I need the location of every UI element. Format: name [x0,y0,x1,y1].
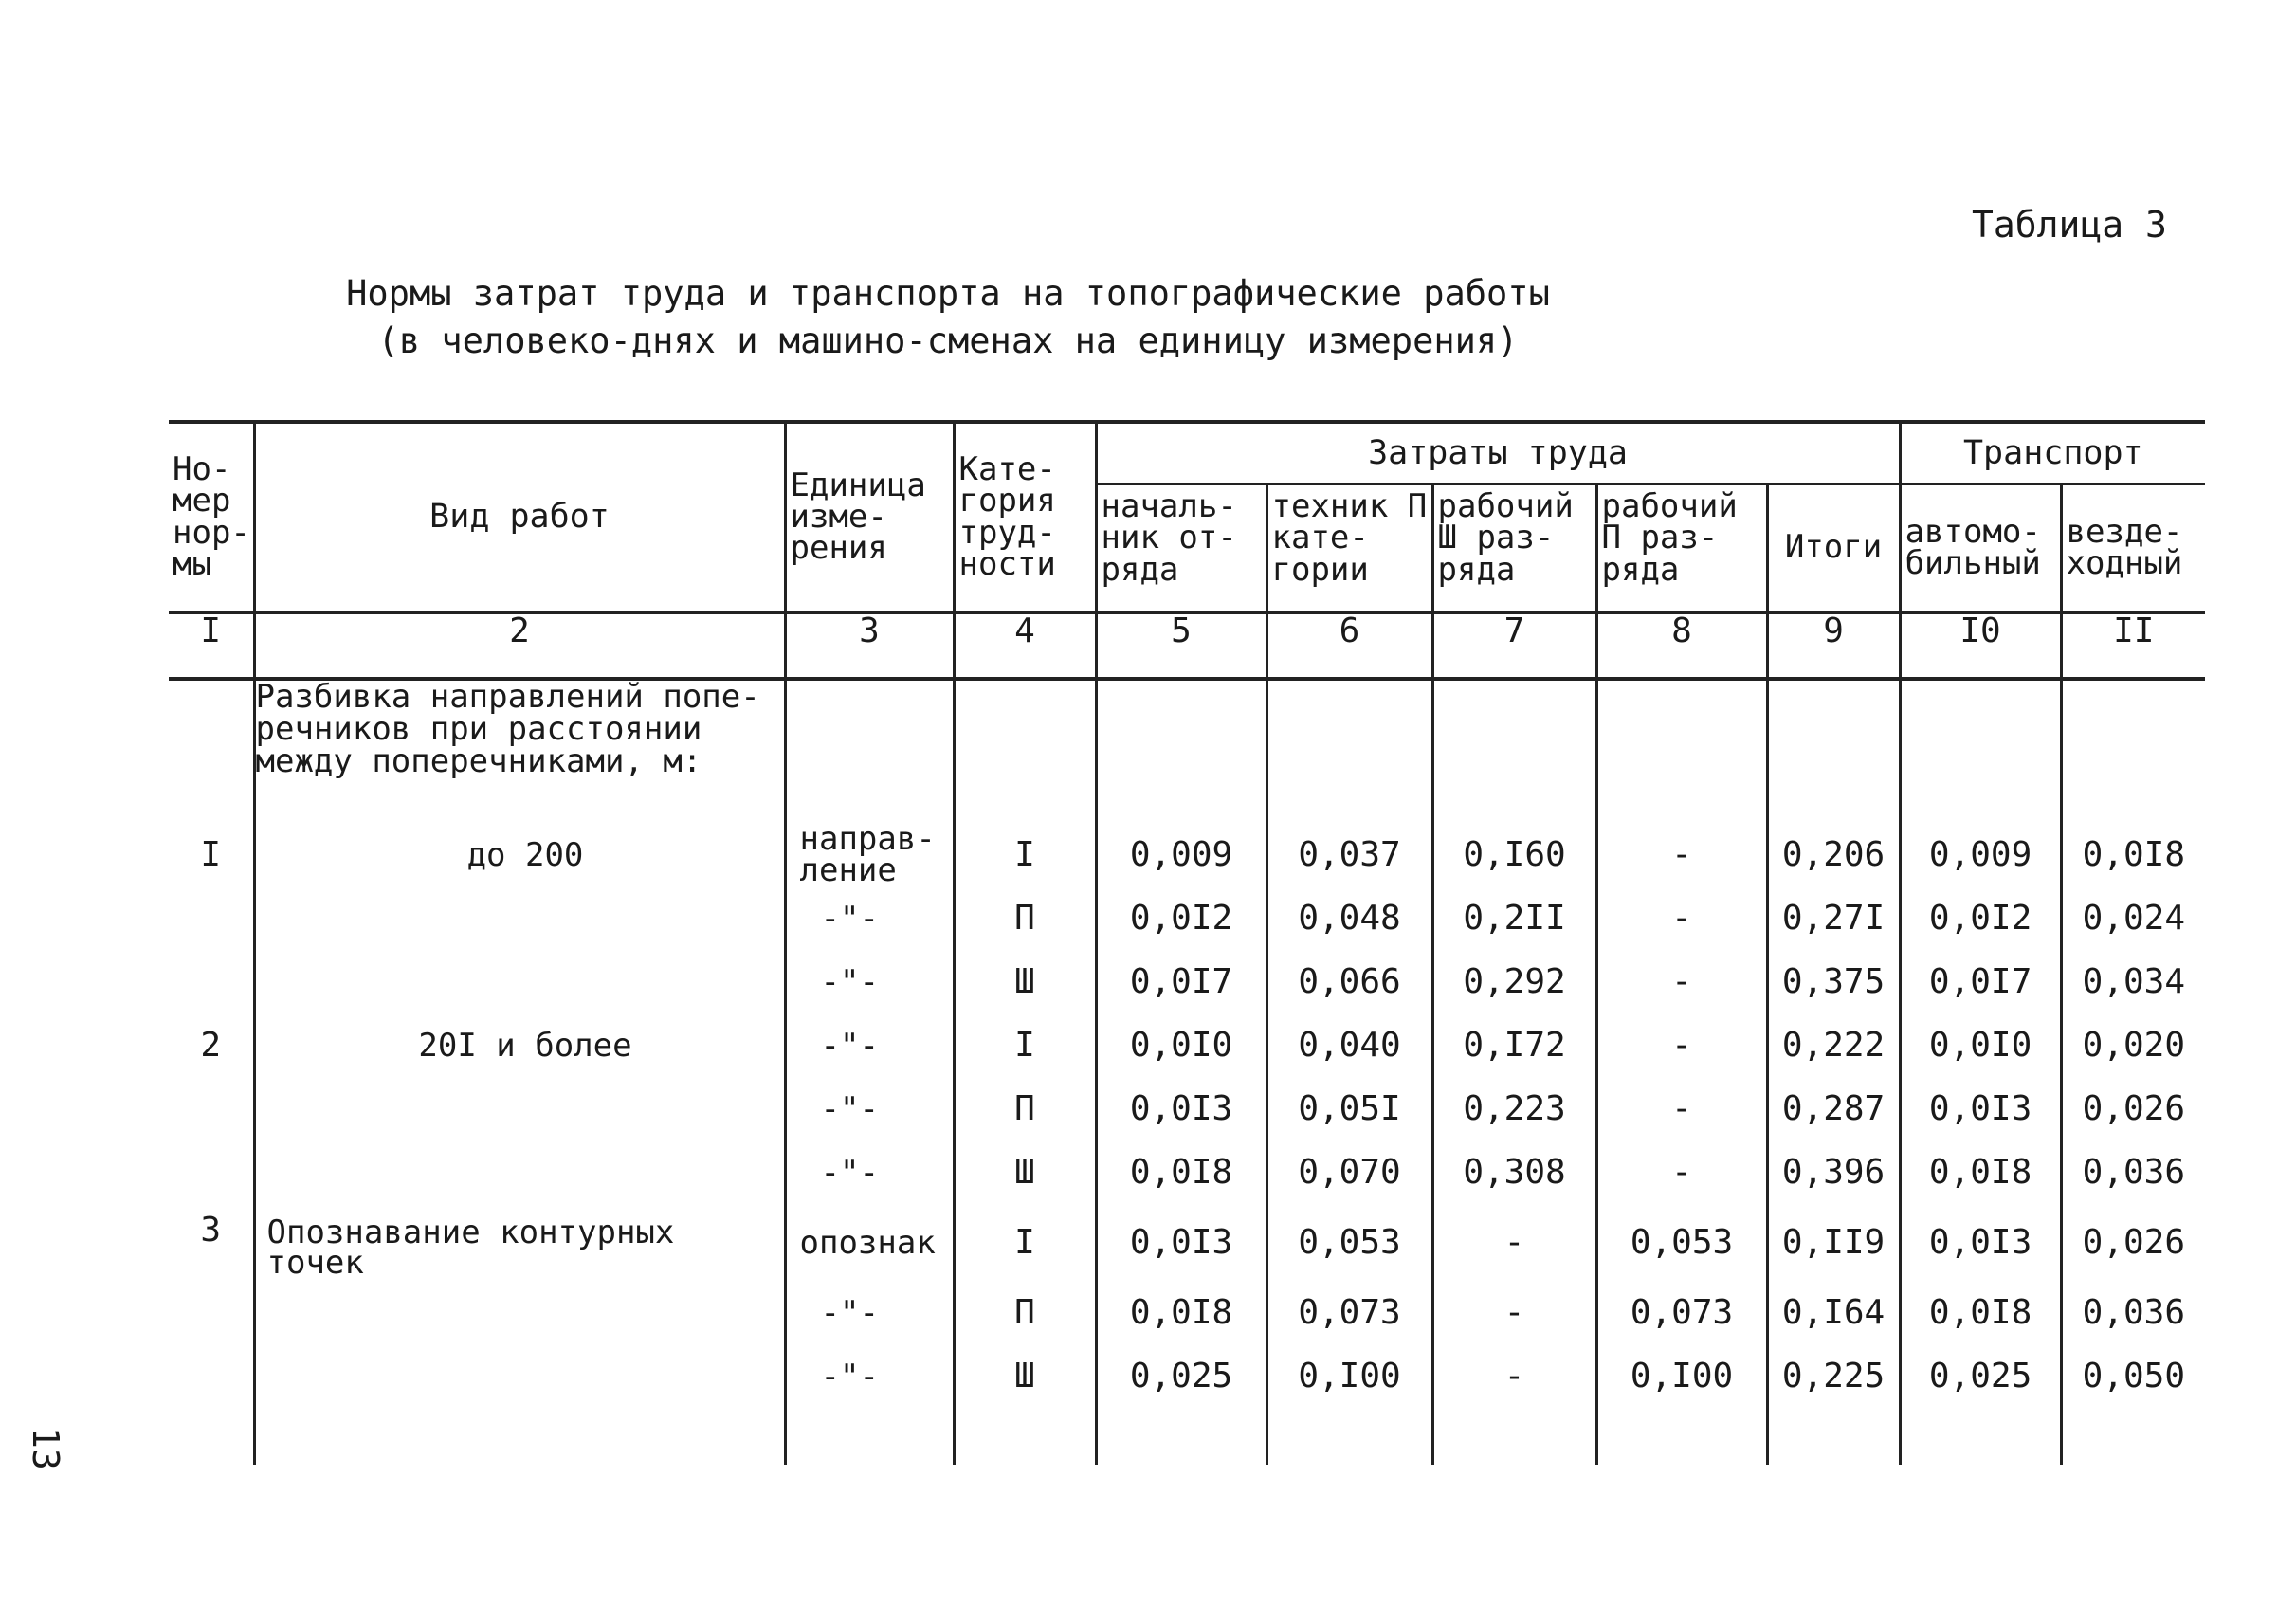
category-cell: Ш [954,950,1096,1013]
category-cell: П [954,1281,1096,1344]
value-cell: 0,0I3 [1900,1077,2061,1140]
norm-number: I [200,834,222,874]
value-cell: - [1432,1281,1596,1344]
total-cell: 0,375 [1767,950,1900,1013]
value-cell: - [1432,1344,1596,1408]
work-type: Опознавание контурных точек [254,1204,785,1281]
value-cell: 0,0I2 [1096,886,1266,950]
value-cell: 0,0I0 [1096,1013,1266,1077]
value-cell: 0,070 [1266,1140,1432,1204]
column-numbers-row [169,612,2205,679]
value-cell: 0,I60 [1432,823,1596,886]
value-cell: 0,036 [2061,1281,2205,1344]
norm-number [169,1140,254,1204]
work-type [254,1077,785,1140]
table-row [169,950,2205,1013]
value-cell: 0,0I8 [1096,1281,1266,1344]
column-number: 2 [254,612,785,679]
total-cell: 0,287 [1767,1077,1900,1140]
value-cell: 0,026 [2061,1077,2205,1140]
section-header-row [169,679,2205,823]
value-cell: 0,0I8 [1900,1281,2061,1344]
column-number: 7 [1432,612,1596,679]
header-transport: Транспорт [1900,422,2205,484]
category-cell: Ш [954,1344,1096,1408]
value-cell: 0,0I7 [1096,950,1266,1013]
header-technician: техник П кате- гории [1266,484,1432,613]
value-cell: 0,I00 [1596,1344,1767,1408]
norm-number [169,1281,254,1344]
table-row [169,1013,2205,1077]
work-type [254,950,785,1013]
header-category: Кате- гория труд- ности [954,422,1096,612]
header-worker-grade3: рабочий Ш раз- ряда [1432,484,1596,613]
header-unit: Единица изме- рения [785,422,954,612]
unit-cell: опознак [785,1204,954,1281]
table-row [169,1140,2205,1204]
value-cell: 0,I00 [1266,1344,1432,1408]
header-head-of-unit: началь- ник от- ряда [1096,484,1266,613]
norm-number: 2 [200,1025,222,1065]
value-cell: 0,025 [1900,1344,2061,1408]
unit-cell: направ- ление [785,823,954,886]
total-cell: 0,222 [1767,1013,1900,1077]
value-cell: 0,053 [1266,1204,1432,1281]
column-number: 5 [1096,612,1266,679]
value-cell: 0,036 [2061,1140,2205,1204]
table-body [169,679,2205,1465]
category-cell: I [954,1204,1096,1281]
value-cell: - [1596,823,1767,886]
value-cell: - [1596,950,1767,1013]
category-cell: П [954,1077,1096,1140]
value-cell: 0,024 [2061,886,2205,950]
total-cell: 0,27I [1767,886,1900,950]
value-cell: 0,020 [2061,1013,2205,1077]
value-cell: 0,073 [1266,1281,1432,1344]
header-labor-costs: Затраты труда [1096,422,1900,484]
header-norm-number: Но- мер нор- мы [173,449,250,583]
value-cell: 0,025 [1096,1344,1266,1408]
category-cell: П [954,886,1096,950]
value-cell: 0,026 [2061,1204,2205,1281]
value-cell: 0,040 [1266,1013,1432,1077]
total-cell: 0,I64 [1767,1281,1900,1344]
value-cell: 0,0I3 [1900,1204,2061,1281]
header-worker-grade2: рабочий П раз- ряда [1596,484,1767,613]
value-cell: 0,034 [2061,950,2205,1013]
column-number: 9 [1767,612,1900,679]
unit-cell: -"- [785,1344,954,1408]
unit-cell: -"- [785,1013,954,1077]
unit-cell: -"- [785,886,954,950]
table-row [169,823,2205,886]
value-cell: 0,0I0 [1900,1013,2061,1077]
table-caption: Таблица 3 [1972,204,2167,246]
unit-cell: -"- [785,1281,954,1344]
table-row [169,886,2205,950]
norm-number [169,950,254,1013]
norm-number [169,886,254,950]
value-cell: 0,2II [1432,886,1596,950]
value-cell: 0,0I7 [1900,950,2061,1013]
total-cell: 0,396 [1767,1140,1900,1204]
total-cell: 0,206 [1767,823,1900,886]
value-cell: 0,308 [1432,1140,1596,1204]
page-number: 13 [25,1427,66,1470]
category-cell: I [954,823,1096,886]
column-number: 6 [1266,612,1432,679]
table-tail [169,1408,2205,1465]
table-row [169,1281,2205,1344]
value-cell: 0,05I [1266,1077,1432,1140]
table-title: Нормы затрат труда и транспорта на топографические работы [346,273,1550,314]
work-type [254,1344,785,1408]
column-number: 8 [1596,612,1767,679]
category-cell: I [954,1013,1096,1077]
header-offroad: везде- ходный [2061,484,2205,613]
work-type [254,886,785,950]
value-cell: 0,0I2 [1900,886,2061,950]
section-title: Разбивка направлений попе- речников при расстоянии между поперечниками, м: [254,679,785,823]
unit-cell: -"- [785,1140,954,1204]
work-type [254,1281,785,1344]
norm-number: 3 [200,1211,222,1250]
category-cell: Ш [954,1140,1096,1204]
column-number: 3 [785,612,954,679]
value-cell: 0,I72 [1432,1013,1596,1077]
value-cell: 0,009 [1096,823,1266,886]
value-cell: 0,223 [1432,1077,1596,1140]
table-row [169,1077,2205,1140]
total-cell: 0,II9 [1767,1204,1900,1281]
value-cell: - [1596,886,1767,950]
norms-table [169,420,2205,1465]
norm-number [169,1077,254,1140]
value-cell: 0,0I8 [1900,1140,2061,1204]
value-cell: - [1596,1077,1767,1140]
value-cell: - [1432,1204,1596,1281]
total-cell: 0,225 [1767,1344,1900,1408]
value-cell: 0,0I3 [1096,1204,1266,1281]
value-cell: 0,009 [1900,823,2061,886]
value-cell: 0,037 [1266,823,1432,886]
column-number: I [200,611,222,650]
unit-cell: -"- [785,1077,954,1140]
header-automobile: автомо- бильный [1900,484,2061,613]
column-number: II [2061,612,2205,679]
table-row [169,1344,2205,1408]
table-header [169,422,2205,679]
value-cell: 0,292 [1432,950,1596,1013]
work-type [254,1140,785,1204]
column-number: 4 [954,612,1096,679]
table-subtitle: (в человеко-днях и машино-сменах на единицу измерения) [377,320,1519,361]
work-type: до 200 [254,823,785,886]
value-cell: 0,0I3 [1096,1077,1266,1140]
value-cell: 0,048 [1266,886,1432,950]
norm-number [169,1344,254,1408]
value-cell: 0,066 [1266,950,1432,1013]
header-totals: Итоги [1767,484,1900,613]
value-cell: - [1596,1140,1767,1204]
value-cell: 0,053 [1596,1204,1767,1281]
value-cell: 0,0I8 [2061,823,2205,886]
table-row [169,1204,2205,1281]
header-work-type: Вид работ [254,422,785,612]
value-cell: 0,073 [1596,1281,1767,1344]
column-number: I0 [1900,612,2061,679]
value-cell: 0,0I8 [1096,1140,1266,1204]
work-type: 20I и более [254,1013,785,1077]
unit-cell: -"- [785,950,954,1013]
value-cell: - [1596,1013,1767,1077]
value-cell: 0,050 [2061,1344,2205,1408]
